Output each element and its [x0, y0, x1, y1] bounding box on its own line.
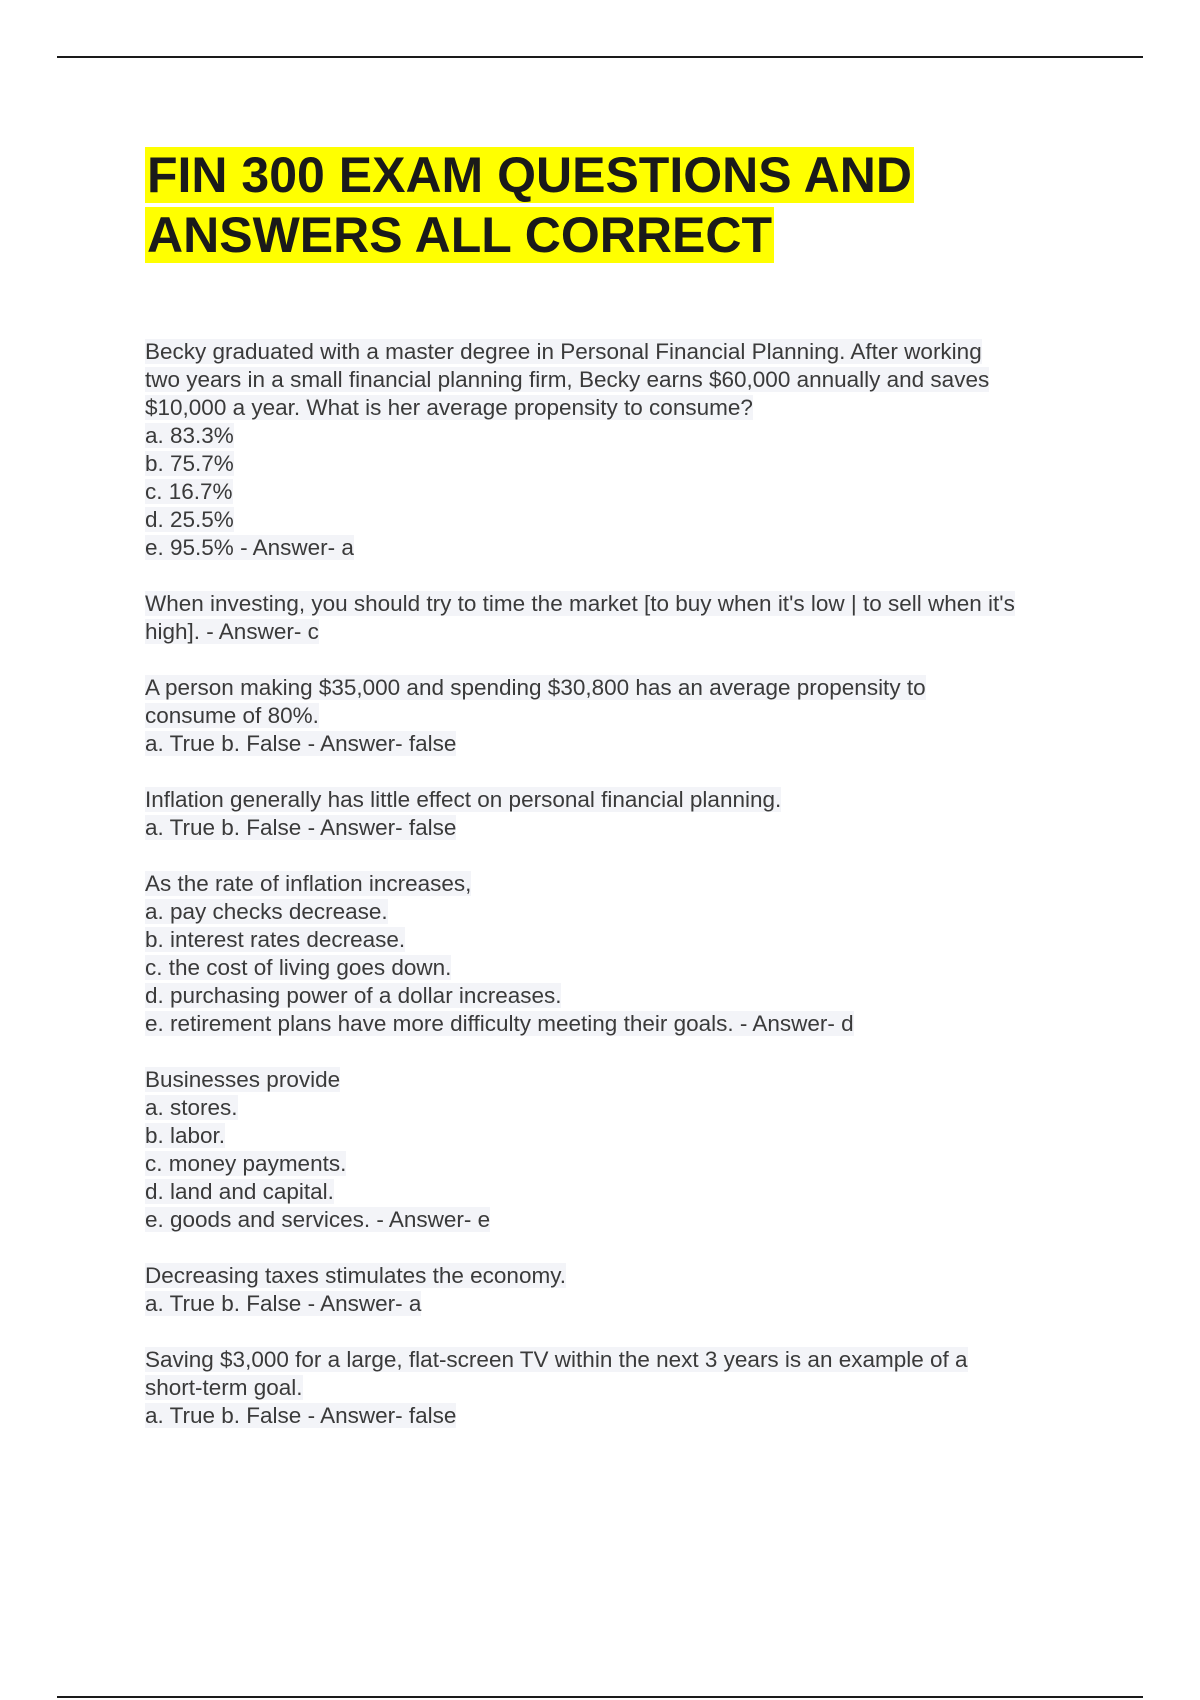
- question-line-text: b. interest rates decrease.: [145, 927, 406, 952]
- question-line: [145, 534, 1095, 562]
- question-block: [145, 1066, 1095, 1234]
- question-line: [145, 870, 1095, 898]
- question-line-text: a. 83.3%: [145, 423, 234, 448]
- question-line: [145, 450, 1095, 478]
- question-line: [145, 702, 1095, 730]
- bottom-rule: [57, 1696, 1143, 1698]
- question-block: [145, 674, 1095, 758]
- question-line-text: e. goods and services. - Answer- e: [145, 1207, 491, 1232]
- question-block: [145, 786, 1095, 842]
- question-line: [145, 422, 1095, 450]
- question-line-text: d. purchasing power of a dollar increases.: [145, 983, 562, 1008]
- question-line: [145, 1402, 1095, 1430]
- question-line: [145, 590, 1095, 618]
- question-line: [145, 814, 1095, 842]
- question-line-text: $10,000 a year. What is her average propensity to consume?: [145, 395, 753, 420]
- question-line-text: Inflation generally has little effect on personal financial planning.: [145, 787, 782, 812]
- question-line-text: As the rate of inflation increases,: [145, 871, 472, 896]
- title-line-2: ANSWERS ALL CORRECT: [147, 207, 772, 263]
- question-line-text: Businesses provide: [145, 1067, 341, 1092]
- question-line: [145, 1290, 1095, 1318]
- question-line-text: b. labor.: [145, 1123, 226, 1148]
- question-block: [145, 870, 1095, 1038]
- title-line-1: FIN 300 EXAM QUESTIONS AND: [147, 147, 912, 203]
- question-line: [145, 954, 1095, 982]
- question-line-text: a. pay checks decrease.: [145, 899, 388, 924]
- question-line: [145, 478, 1095, 506]
- question-line-text: short-term goal.: [145, 1375, 303, 1400]
- question-line-text: Decreasing taxes stimulates the economy.: [145, 1263, 567, 1288]
- question-line: [145, 506, 1095, 534]
- question-list: [145, 338, 1095, 1458]
- page-title: [145, 145, 1045, 265]
- question-line: [145, 982, 1095, 1010]
- question-line: [145, 394, 1095, 422]
- question-line-text: e. retirement plans have more difficulty meeting their goals. - Answer- d: [145, 1011, 854, 1036]
- question-line: [145, 1066, 1095, 1094]
- question-line: [145, 1206, 1095, 1234]
- question-line-text: a. True b. False - Answer- false: [145, 1403, 457, 1428]
- question-line-text: a. True b. False - Answer- false: [145, 731, 457, 756]
- question-line-text: a. stores.: [145, 1095, 238, 1120]
- question-line-text: consume of 80%.: [145, 703, 319, 728]
- question-line-text: d. land and capital.: [145, 1179, 334, 1204]
- question-line: [145, 898, 1095, 926]
- question-line: [145, 1010, 1095, 1038]
- question-line: [145, 926, 1095, 954]
- question-line-text: c. money payments.: [145, 1151, 347, 1176]
- question-line-text: d. 25.5%: [145, 507, 234, 532]
- question-line-text: a. True b. False - Answer- a: [145, 1291, 422, 1316]
- question-line: [145, 618, 1095, 646]
- question-block: [145, 338, 1095, 562]
- question-line-text: b. 75.7%: [145, 451, 234, 476]
- question-line-text: Saving $3,000 for a large, flat-screen TV within the next 3 years is an example of a: [145, 1347, 968, 1372]
- question-line-text: a. True b. False - Answer- false: [145, 815, 457, 840]
- question-line-text: When investing, you should try to time the market [to buy when it's low | to sell when it's: [145, 591, 1015, 616]
- question-line: [145, 1346, 1095, 1374]
- question-line: [145, 1150, 1095, 1178]
- question-line: [145, 366, 1095, 394]
- question-line: [145, 674, 1095, 702]
- question-line: [145, 1262, 1095, 1290]
- question-line: [145, 1094, 1095, 1122]
- question-line-text: two years in a small financial planning firm, Becky earns $60,000 annually and saves: [145, 367, 990, 392]
- question-line: [145, 1122, 1095, 1150]
- question-line-text: e. 95.5% - Answer- a: [145, 535, 354, 560]
- question-line: [145, 338, 1095, 366]
- question-block: [145, 1262, 1095, 1318]
- question-block: [145, 1346, 1095, 1430]
- question-line-text: c. the cost of living goes down.: [145, 955, 452, 980]
- question-line-text: Becky graduated with a master degree in Personal Financial Planning. After working: [145, 339, 982, 364]
- question-block: [145, 590, 1095, 646]
- question-line-text: A person making $35,000 and spending $30,800 has an average propensity to: [145, 675, 926, 700]
- question-line-text: c. 16.7%: [145, 479, 233, 504]
- question-line: [145, 1374, 1095, 1402]
- question-line: [145, 1178, 1095, 1206]
- question-line: [145, 730, 1095, 758]
- question-line: [145, 786, 1095, 814]
- question-line-text: high]. - Answer- c: [145, 619, 319, 644]
- top-rule: [57, 56, 1143, 58]
